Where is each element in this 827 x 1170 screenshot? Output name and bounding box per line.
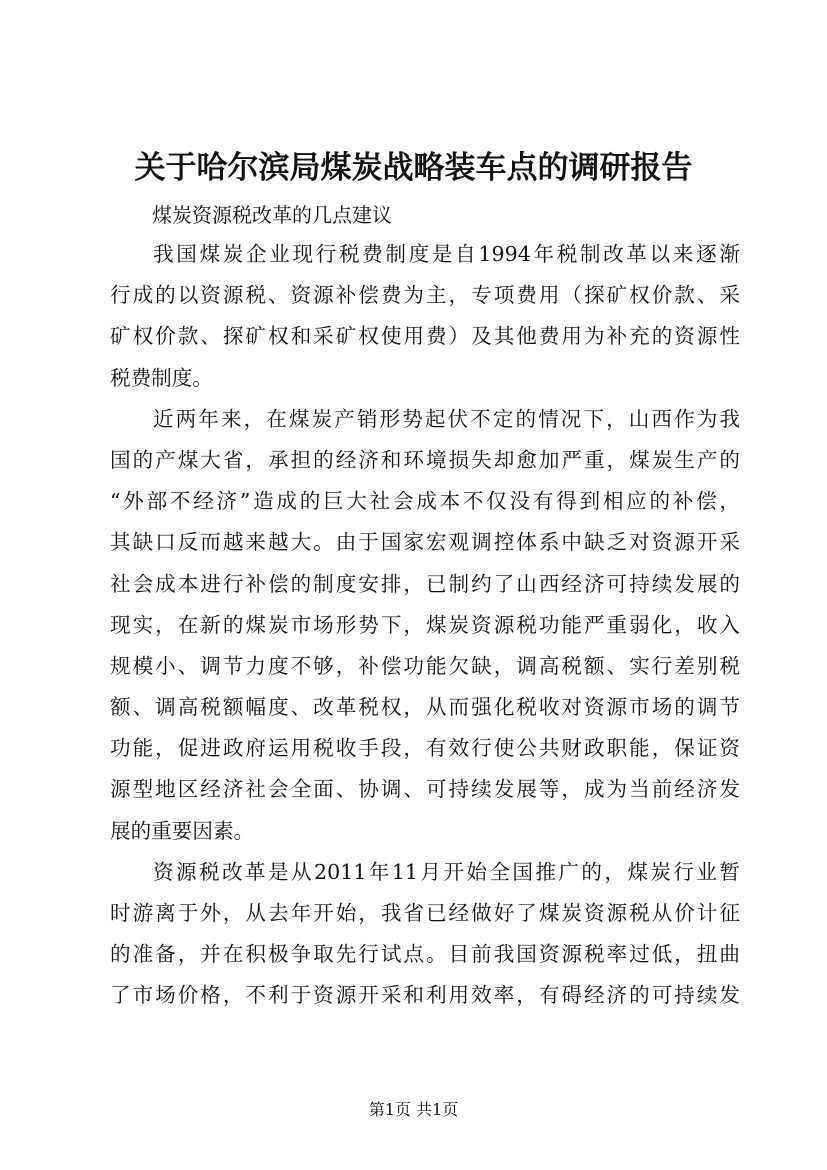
document-subtitle: 煤炭资源税改革的几点建议	[152, 203, 392, 227]
paragraph-1-line-3: 矿权价款、探矿权和采矿权使用费）及其他费用为补充的资源性	[110, 324, 740, 349]
paragraph-3-line-3: 的准备，并在积极争取先行试点。目前我国资源税率过低，扭曲	[110, 942, 740, 967]
paragraph-1-line-1: 我国煤炭企业现行税费制度是自1994年税制改革以来逐渐	[153, 242, 740, 266]
paragraph-2-line-10: 源型地区经济社会全面、协调、可持续发展等，成为当前经济发	[110, 777, 740, 802]
paragraph-2-line-1: 近两年来，在煤炭产销形势起伏不定的情况下，山西作为我	[153, 406, 740, 431]
page-number: 第1页 共1页	[368, 1100, 459, 1119]
paragraph-2-line-5: 社会成本进行补偿的制度安排，已制约了山西经济可持续发展的	[110, 571, 740, 596]
document-body	[110, 234, 740, 1017]
paragraph-2-line-9: 功能，促进政府运用税收手段，有效行使公共财政职能，保证资	[110, 736, 740, 761]
paragraph-2-line-3: “外部不经济”造成的巨大社会成本不仅没有得到相应的补偿，	[110, 489, 740, 514]
paragraph-2-line-4: 其缺口反而越来越大。由于国家宏观调控体系中缺乏对资源开采	[110, 530, 740, 555]
paragraph-2-line-2: 国的产煤大省，承担的经济和环境损失却愈加严重，煤炭生产的	[110, 447, 740, 472]
paragraph-1-line-4: 税费制度。	[110, 365, 213, 390]
paragraph-2-line-7: 规模小、调节力度不够，补偿功能欠缺，调高税额、实行差别税	[110, 653, 740, 678]
paragraph-1-line-2: 行成的以资源税、资源补偿费为主，专项费用（探矿权价款、采	[110, 283, 740, 308]
paragraph-3-line-4: 了市场价格，不利于资源开采和利用效率，有碍经济的可持续发	[110, 983, 740, 1008]
paragraph-2-line-11: 展的重要因素。	[110, 818, 255, 843]
paragraph-3-line-2: 时游离于外，从去年开始，我省已经做好了煤炭资源税从价计征	[110, 901, 740, 925]
paragraph-2-line-8: 额、调高税额幅度、改革税权，从而强化税收对资源市场的调节	[110, 695, 740, 720]
document-title: 关于哈尔滨局煤炭战略装车点的调研报告	[134, 150, 693, 186]
paragraph-3-line-1: 资源税改革是从2011年11月开始全国推广的，煤炭行业暂	[153, 859, 740, 884]
paragraph-2-line-6: 现实，在新的煤炭市场形势下，煤炭资源税功能严重弱化，收入	[110, 612, 740, 637]
